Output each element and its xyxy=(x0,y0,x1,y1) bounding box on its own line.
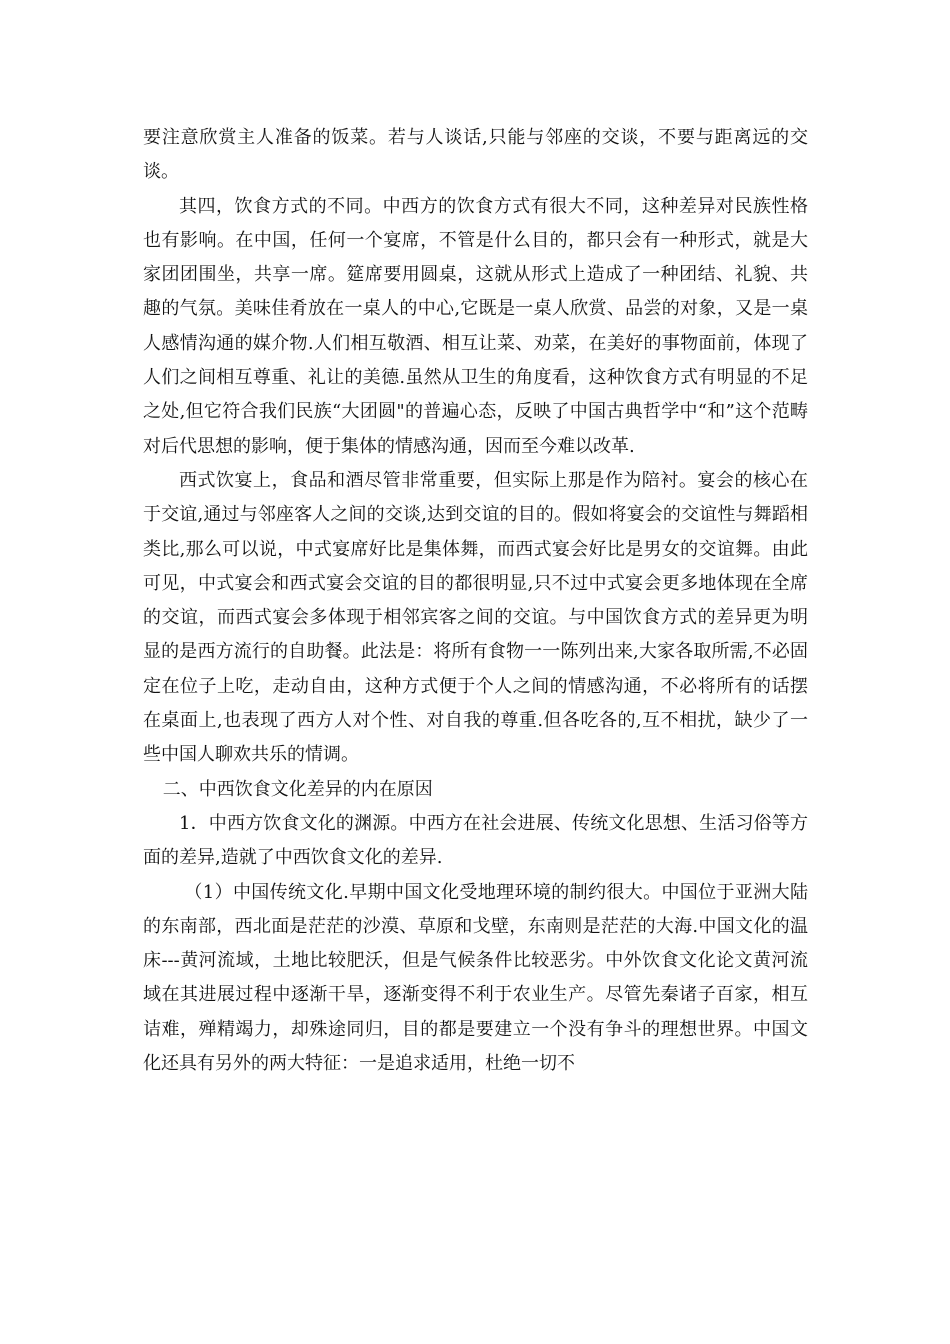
paragraph-western-banquet: 西式饮宴上，食品和酒尽管非常重要，但实际上那是作为陪衬。宴会的核心在于交谊,通过与邻座客人之间的交谈,达到交谊的目的。假如将宴会的交谊性与舞蹈相类比,那么可以说，中式宴席好比是集体舞，而西式宴会好比是男女的交谊舞。由此可见，中式宴会和西式宴会交谊的目的都很明显,只不过中式宴会更多地体现在全席的交谊，而西式宴会多体现于相邻宾客之间的交谊。与中国饮食方式的差异更为明显的是西方流行的自助餐。此法是：将所有食物一一陈列出来,大家各取所需,不必固定在位子上吃，走动自由，这种方式便于个人之间的情感沟通，不必将所有的话摆在桌面上,也表现了西方人对个性、对自我的尊重.但各吃各的,互不相扰，缺少了一些中国人聊欢共乐的情调。 xyxy=(143,469,808,766)
paragraph-origins: 1．中西方饮食文化的渊源。中西方在社会进展、传统文化思想、生活习俗等方面的差异,造就了中西饮食文化的差异. xyxy=(143,812,808,869)
section-heading: 二、中西饮食文化差异的内在原因 xyxy=(162,778,433,800)
paragraph-chinese-culture: （1）中国传统文化.早期中国文化受地理环境的制约很大。中国位于亚洲大陆的东南部，西北面是茫茫的沙漠、草原和戈壁，东南则是茫茫的大海.中国文化的温床---黄河流域，土地比较肥沃，但是气候条件比较恶劣。中外饮食文化论文黄河流域在其进展过程中逐渐干旱，逐渐变得不利于农业生产。尽管先秦诸子百家，相互诘难，殚精竭力，却殊途同归，目的都是要建立一个没有争斗的理想世界。中国文化还具有另外的两大特征：一是追求适用，杜绝一切不 xyxy=(143,881,808,1075)
document-body xyxy=(143,121,808,1081)
paragraph-continuation: 要注意欣赏主人准备的饭菜。若与人谈话,只能与邻座的交谈，不要与距离远的交谈。 xyxy=(143,127,808,183)
paragraph-eating-style: 其四，饮食方式的不同。中西方的饮食方式有很大不同，这种差异对民族性格也有影响。在中国，任何一个宴席，不管是什么目的，都只会有一种形式，就是大家团团围坐，共享一席。筵席要用圆桌，这就从形式上造成了一种团结、礼貌、共趣的气氛。美味佳肴放在一桌人的中心,它既是一桌人欣赏、品尝的对象，又是一桌人感情沟通的媒介物.人们相互敬酒、相互让菜、劝菜，在美好的事物面前，体现了人们之间相互尊重、礼让的美德.虽然从卫生的角度看，这种饮食方式有明显的不足之处,但它符合我们民族“大团圆"的普遍心态，反映了中国古典哲学中“和”这个范畴对后代思想的影响，便于集体的情感沟通，因而至今难以改革. xyxy=(143,195,808,457)
